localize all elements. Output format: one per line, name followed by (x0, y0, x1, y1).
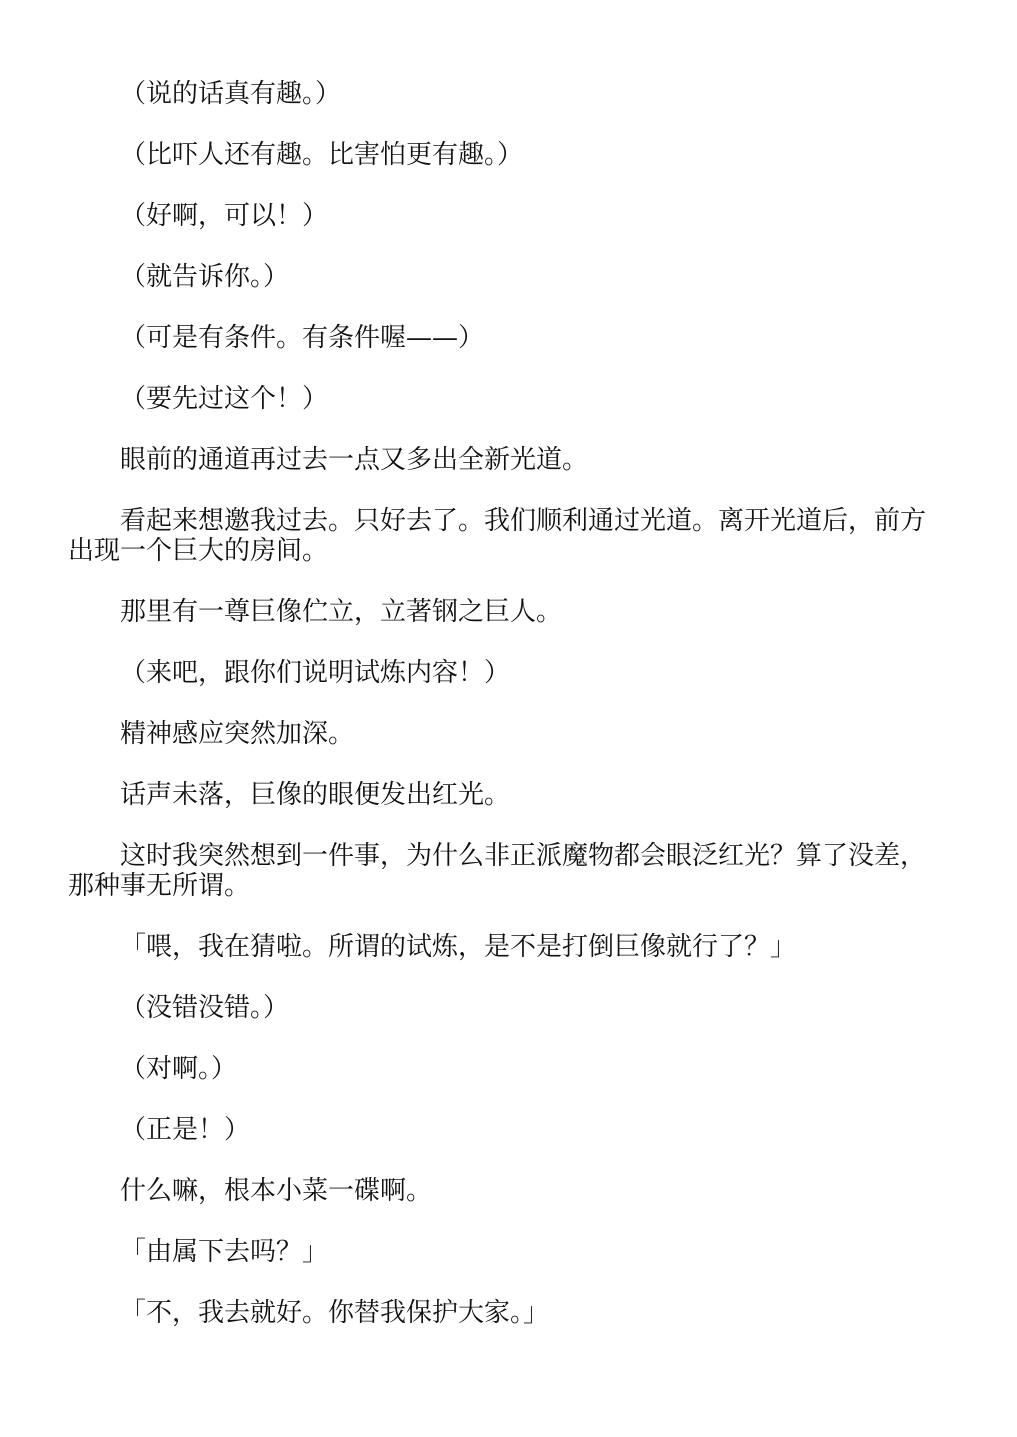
document-body (68, 79, 948, 1359)
paragraph: 这时我突然想到一件事，为什么非正派魔物都会眼泛红光？算了没差，那种事无所谓。 (68, 841, 927, 901)
paragraph: 眼前的通道再过去一点又多出全新光道。 (120, 445, 589, 475)
paragraph: 「由属下去吗？」 (120, 1237, 329, 1267)
paragraph: （比吓人还有趣。比害怕更有趣。） (120, 140, 524, 170)
paragraph: （可是有条件。有条件喔——） (120, 323, 485, 353)
paragraph: （说的话真有趣。） (120, 79, 342, 109)
paragraph: （要先过这个！） (120, 384, 329, 414)
paragraph: （好啊，可以！） (120, 201, 329, 231)
paragraph: 话声未落，巨像的眼便发出红光。 (120, 780, 511, 810)
paragraph: 「不，我去就好。你替我保护大家。」 (120, 1298, 550, 1328)
paragraph: （正是！） (120, 1115, 251, 1145)
paragraph: 看起来想邀我过去。只好去了。我们顺利通过光道。离开光道后，前方出现一个巨大的房间。 (68, 506, 927, 566)
paragraph: （就告诉你。） (120, 262, 290, 292)
paragraph: 「喂，我在猜啦。所谓的试炼，是不是打倒巨像就行了？」 (120, 932, 797, 962)
paragraph: （没错没错。） (120, 993, 290, 1023)
paragraph: （来吧，跟你们说明试炼内容！） (120, 658, 511, 688)
paragraph: 什么嘛，根本小菜一碟啊。 (120, 1176, 433, 1206)
paragraph: （对啊。） (120, 1054, 238, 1084)
paragraph: 精神感应突然加深。 (120, 719, 355, 749)
paragraph: 那里有一尊巨像伫立，立著钢之巨人。 (120, 597, 563, 627)
